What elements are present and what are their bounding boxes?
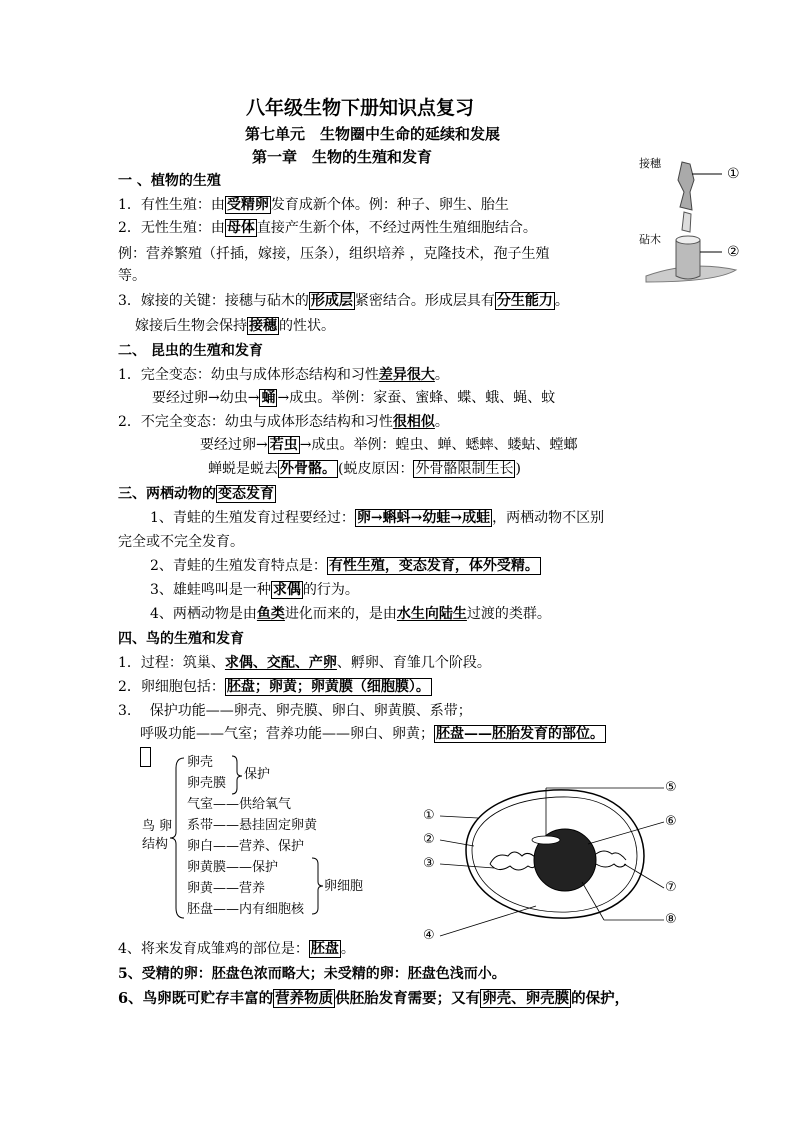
line-sexual-reproduction: 1．有性生殖：由 受精卵 发育成新个体。例：种子、卵生、胎生 — [118, 197, 509, 213]
line-examples-cont: 等。 — [118, 268, 146, 284]
heading-plant-reproduction: 一 、植物的生殖 — [118, 173, 221, 189]
key-term: 接穗 — [249, 318, 277, 334]
grafting-figure — [636, 152, 786, 290]
line-incomplete-stages: 要经过卵→ 若虫 →成虫。举例：蝗虫、蝉、蟋蟀、蝼蛄、螳螂 — [200, 437, 578, 453]
key-term: 若虫 — [269, 437, 298, 453]
egg-marker-7: ⑦ — [665, 880, 677, 895]
key-term: 卵壳、卵壳膜 — [482, 990, 570, 1007]
line-egg-cell: 2．卵细胞包括： 胚盘；卵黄；卵黄膜（细胞膜）。 — [118, 679, 430, 695]
key-term: 卵→蝌蚪→幼蛙→成蛙 — [356, 510, 491, 526]
key-term: 水生向陆生 — [396, 606, 467, 622]
key-term: 营养物质 — [275, 990, 334, 1007]
egg-diagram — [418, 778, 688, 944]
egg-marker-1: ① — [423, 808, 435, 823]
line-bird-process: 1．过程：筑巢、求偶、交配、产卵、孵卵、育雏几个阶段。 — [118, 655, 491, 671]
line-breath-function: 呼吸功能——气室；营养功能——卵白、卵黄； 胚盘——胚胎发育的部位。 — [140, 726, 604, 742]
line-examples: 例：营养繁殖（扦插，嫁接，压条），组织培养 ，克隆技术，孢子生殖 — [118, 246, 550, 262]
heading-insect-reproduction: 二、 昆虫的生殖和发育 — [118, 343, 263, 359]
key-term: 求偶、交配、产卵 — [224, 655, 337, 671]
tree-item: 卵壳 — [187, 755, 214, 770]
egg-marker-5: ⑤ — [665, 780, 677, 795]
line-asexual-reproduction: 2．无性生殖：由 母体 直接产生新个体，不经过两性生殖细胞结合。 — [118, 220, 537, 236]
key-term: 胚盘——胚胎发育的部位。 — [436, 726, 604, 742]
egg-marker-6: ⑥ — [665, 814, 677, 829]
tree-item: 卵黄膜——保护 — [187, 860, 279, 875]
key-term: 外骨骼限制生长 — [415, 461, 514, 477]
egg-illustration — [418, 778, 688, 944]
line-frog-features: 2、青蛙的生殖发育特点是： 有性生殖，变态发育，体外受精。 — [150, 558, 539, 574]
key-term: 差异很大 — [378, 367, 435, 383]
line-frog-process-cont: 完全或不完全发育。 — [118, 534, 244, 550]
grafting-illustration — [636, 152, 786, 290]
chapter-title: 第一章 生物的生殖和发育 — [252, 148, 433, 166]
heading-bird: 四、鸟的生殖和发育 — [118, 631, 244, 647]
key-term: 受精卵 — [226, 197, 269, 213]
tree-cell-label: 卵细胞 — [324, 879, 364, 894]
key-term: 变态发育 — [218, 486, 274, 502]
label-stock: 砧木 — [639, 233, 661, 246]
key-term: 外骨骼。 — [280, 461, 336, 477]
egg-marker-3: ③ — [423, 856, 435, 871]
line-amphibian-evolution: 4、两栖动物是由鱼类进化而来的，是由水生向陆生过渡的类群。 — [150, 606, 551, 622]
line-fertilized-egg: 5、受精的卵：胚盘色浓而略大；未受精的卵：胚盘色浅而小。 — [118, 966, 506, 982]
tree-item: 卵壳膜 — [187, 776, 227, 791]
egg-marker-2: ② — [423, 832, 435, 847]
line-embryo-part: 4、将来发育成雏鸡的部位是： 胚盘 。 — [118, 941, 355, 957]
label-scion: 接穗 — [639, 157, 661, 170]
egg-marker-4: ④ — [423, 928, 435, 943]
line-incomplete-metamorphosis: 2．不完全变态：幼虫与成体形态结构和习性很相似。 — [118, 414, 449, 430]
key-term: 分生能力 — [496, 293, 553, 309]
line-protect-function: 3. 保护功能——卵壳、卵壳膜、卵白、卵黄膜、系带； — [118, 703, 472, 719]
key-term: 形成层 — [310, 293, 353, 309]
key-term: 胚盘 — [310, 941, 339, 957]
tree-item: 气室——供给氧气 — [187, 797, 292, 812]
key-term: 很相似 — [392, 414, 435, 430]
tree-item: 系带——悬挂固定卵黄 — [187, 818, 318, 833]
tree-root: 鸟 卵 — [142, 819, 173, 834]
tree-item: 卵白——营养、保护 — [187, 839, 305, 854]
line-egg-nutrition: 6、鸟卵既可贮存丰富的 营养物质 供胚胎发育需要；又有 卵壳、卵壳膜 的保护， — [118, 990, 630, 1007]
key-term: 有性生殖，变态发育，体外受精。 — [328, 558, 539, 574]
tree-item: 卵黄——营养 — [187, 881, 266, 896]
heading-amphibian: 三、两栖动物的 变态发育 — [118, 486, 274, 502]
marker-2: ② — [727, 244, 740, 260]
unit-title: 第七单元 生物圈中生命的延续和发展 — [245, 125, 501, 143]
tree-item: 胚盘——内有细胞核 — [187, 902, 305, 917]
egg-structure-tree — [138, 752, 388, 924]
key-term: 母体 — [226, 220, 255, 236]
line-grafting-key: 3．嫁接的关键：接穗与砧木的 形成层 紧密结合。形成层具有 分生能力 。 — [118, 293, 569, 309]
key-term: 求偶 — [272, 582, 301, 598]
line-complete-stages: 要经过卵→幼虫→ 蛹 →成虫。举例：家蚕、蜜蜂、蝶、蛾、蝇、蚊 — [152, 390, 556, 406]
egg-marker-8: ⑧ — [665, 912, 677, 927]
line-frog-call: 3、雄蛙鸣叫是一种 求偶 的行为。 — [150, 582, 359, 598]
tree-root-2: 结构 — [142, 837, 169, 852]
page-title: 八年级生物下册知识点复习 — [246, 97, 475, 119]
line-molting: 蝉蜕是蜕去 外骨骼。 (蜕皮原因： 外骨骼限制生长 ) — [208, 461, 521, 477]
key-term: 蛹 — [261, 390, 276, 406]
tree-protect-label: 保护 — [244, 767, 271, 782]
line-grafting-trait: 嫁接后生物会保持 接穗 的性状。 — [135, 318, 335, 334]
key-term: 鱼类 — [256, 606, 285, 622]
key-term: 胚盘；卵黄；卵黄膜（细胞膜）。 — [226, 679, 430, 695]
line-complete-metamorphosis: 1．完全变态：幼虫与成体形态结构和习性差异很大。 — [118, 367, 449, 383]
line-frog-process: 1、青蛙的生殖发育过程要经过： 卵→蝌蚪→幼蛙→成蛙 ，两栖动物不区别 — [150, 510, 605, 526]
marker-1: ① — [727, 166, 740, 182]
